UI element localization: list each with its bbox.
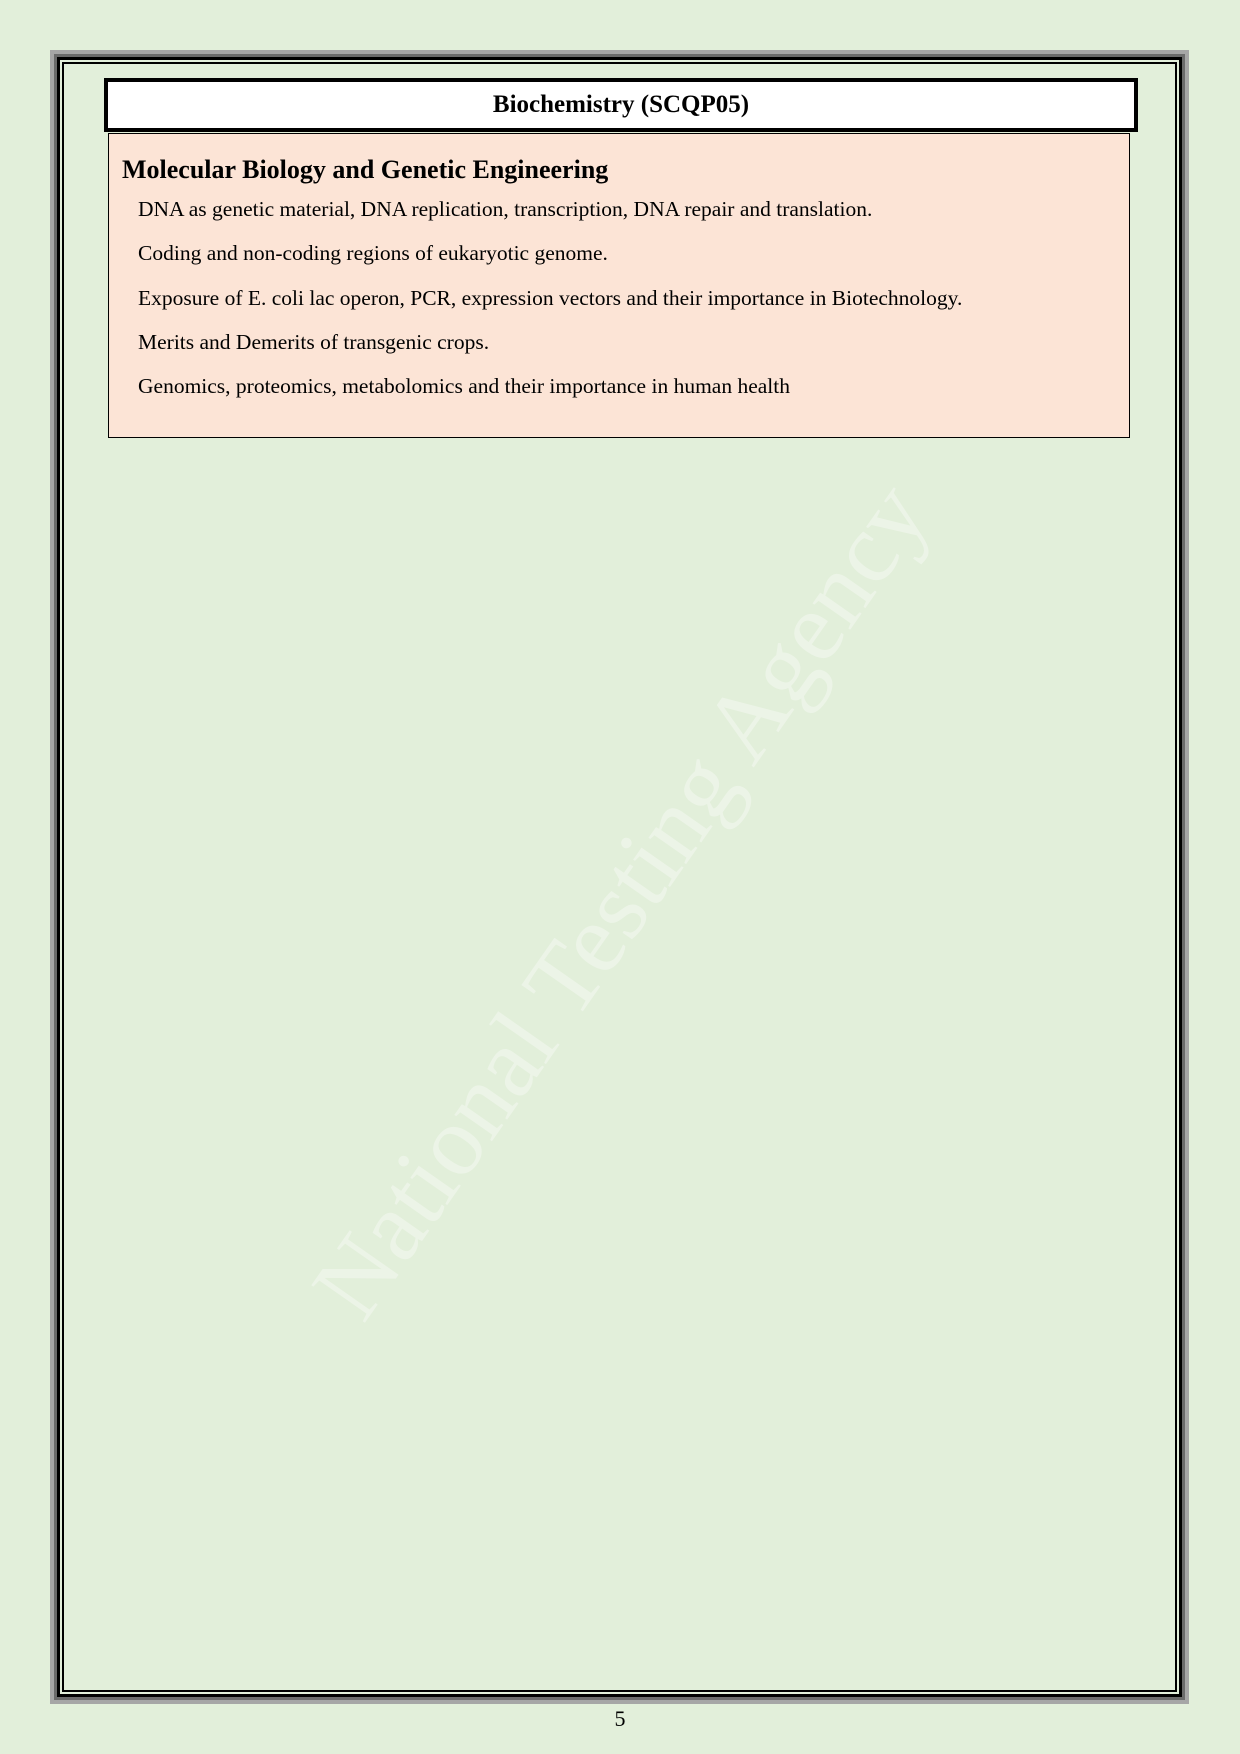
watermark: National Testing Agency [290,462,950,1338]
topic-item: Merits and Demerits of transgenic crops. [138,330,490,355]
subject-title [104,78,1138,132]
topic-item: Coding and non-coding regions of eukaryotic genome. [138,241,608,266]
topic-item: DNA as genetic material, DNA replication, transcription, DNA repair and translation. [138,197,873,222]
section-heading: Molecular Biology and Genetic Engineering [122,155,609,184]
syllabus-section [108,133,1130,438]
topic-item: Exposure of E. coli lac operon, PCR, expression vectors and their importance in Biotechnology. [138,285,963,310]
topic-list [122,197,1116,400]
subject-title-text: Biochemistry (SCQP05) [492,91,750,118]
page-number: 5 [614,1706,626,1731]
topic-item: Genomics, proteomics, metabolomics and their importance in human health [138,374,790,399]
